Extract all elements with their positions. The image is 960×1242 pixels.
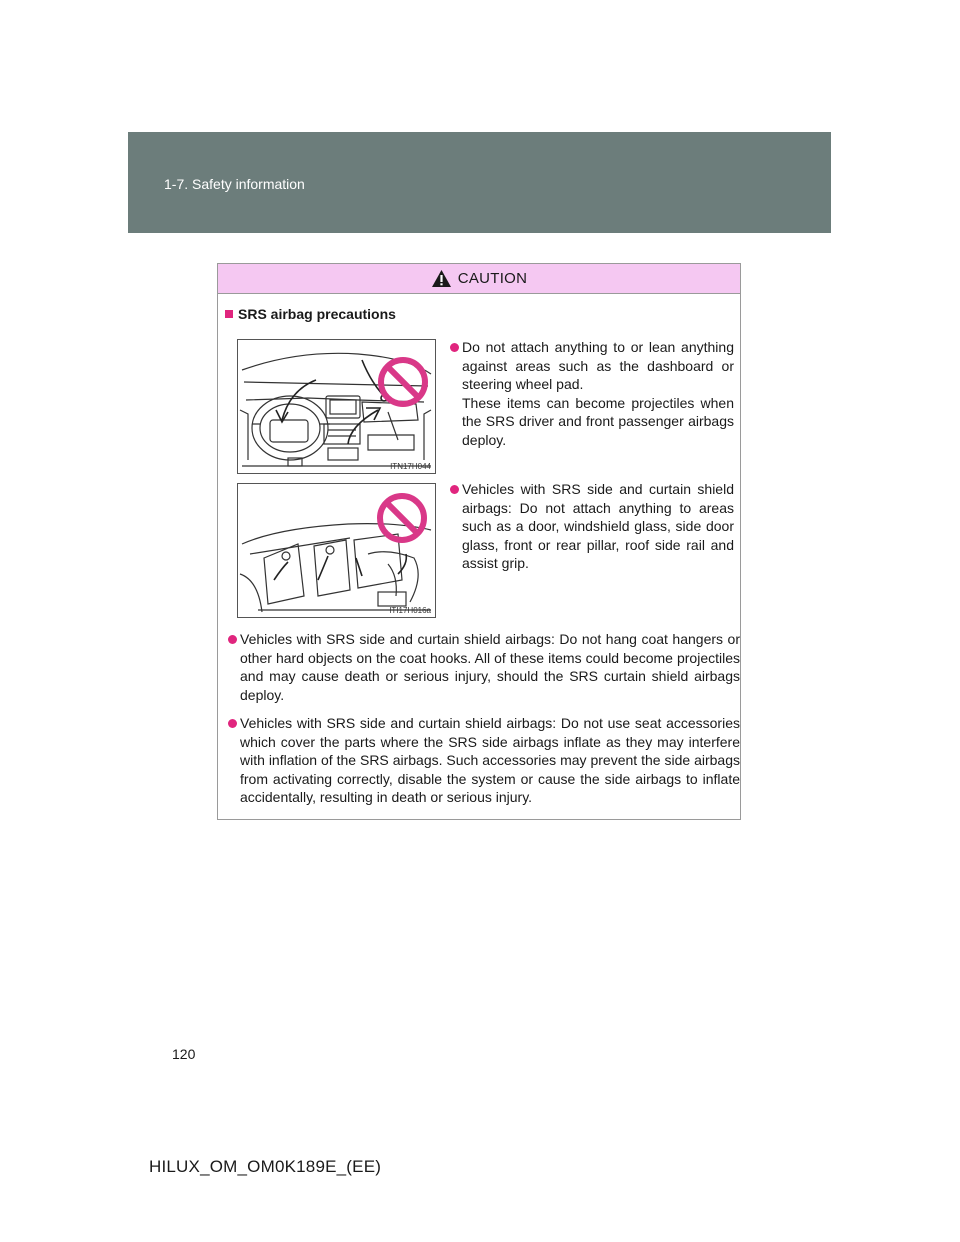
bullet-item-1 (450, 338, 734, 450)
prohibited-icon-2 (380, 496, 424, 540)
item-3-text: Vehicles with SRS side and curtain shield airbags: Do not hang coat hangers or other hard objects on the coat hooks. All of these items could become projectiles and may cause death or serious injury, should the SRS curtain shield airbags deploy. (240, 631, 740, 703)
bullet-item-4 (228, 714, 740, 807)
item-1-note: These items can become projectiles when the SRS driver and front passenger airbags deploy. (462, 394, 734, 448)
page-header (128, 132, 831, 233)
bullet-item-2 (450, 480, 734, 573)
bullet-dot (450, 343, 459, 352)
caution-header (218, 264, 740, 294)
dashboard-illustration (237, 339, 436, 474)
illustration-code-2: ITI17H016a (389, 606, 431, 615)
caution-title: CAUTION (457, 270, 528, 287)
document-code: HILUX_OM_OM0K189E_(EE) (149, 1157, 382, 1176)
subheading-text: SRS airbag precautions (238, 306, 396, 322)
section-title: 1-7. Safety information (164, 176, 305, 192)
item-2-text: Vehicles with SRS side and curtain shield airbags: Do not attach anything to areas such as a door, windshield glass, side door glass, front or rear pillar, roof side rail and assist grip. (462, 481, 734, 572)
caution-box (217, 263, 741, 820)
subheading (225, 306, 396, 322)
square-bullet-icon (225, 310, 233, 318)
warning-icon (431, 269, 452, 288)
item-4-text: Vehicles with SRS side and curtain shield airbags: Do not use seat accessories which cover the parts where the SRS side airbags inflate as they may interfere with inflation of the SRS airbags. Such accessories may prevent the side airbags from activating correctly, disable the system or cause the side airbags to inflate accidentally, resulting in death or serious injury. (240, 715, 740, 806)
bullet-item-3 (228, 630, 740, 704)
bullet-dot (228, 719, 237, 728)
side-curtain-illustration (237, 483, 436, 618)
illustration-code: ITN17H044 (390, 462, 431, 471)
page-number: 120 (172, 1046, 196, 1062)
dashboard-drawing (238, 340, 435, 473)
bullet-dot (450, 485, 459, 494)
side-curtain-drawing (238, 484, 435, 617)
bullet-dot (228, 635, 237, 644)
prohibited-icon (381, 360, 425, 404)
item-1-text: Do not attach anything to or lean anything against areas such as the dashboard or steering wheel pad. (462, 339, 734, 393)
